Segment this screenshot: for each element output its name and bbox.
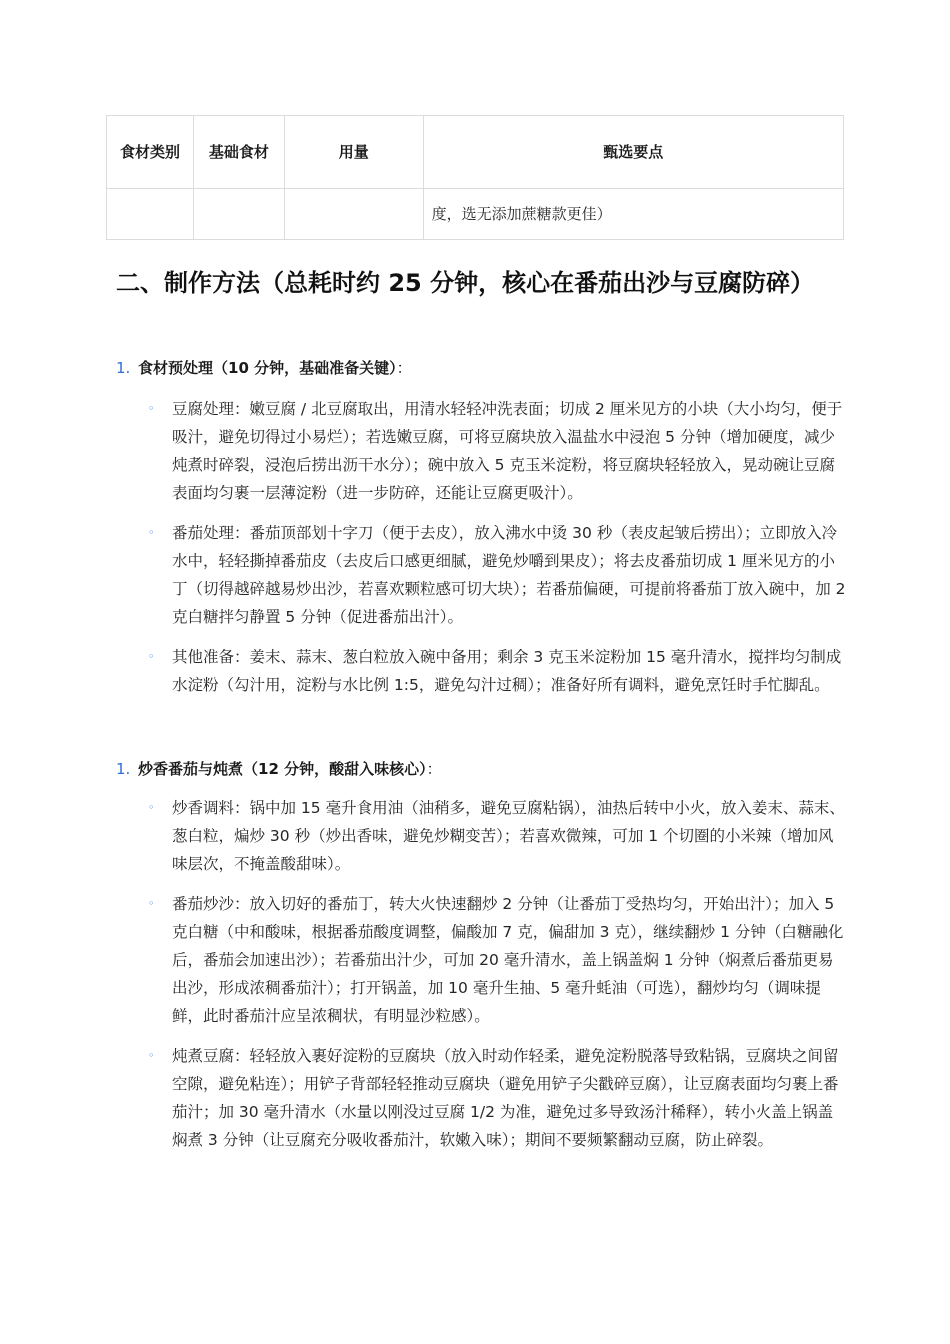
step-number: 1.: [116, 359, 131, 377]
list-item: [116, 1042, 846, 1154]
step-2: [116, 758, 846, 1154]
list-item: [116, 794, 846, 878]
list-item: [116, 643, 846, 699]
table-cell: [107, 189, 194, 240]
table-header-ingredient: 基础食材: [193, 116, 284, 189]
list-item-text: 番茄处理：番茄顶部划十字刀（便于去皮），放入沸水中烫 30 秒（表皮起皱后捞出）；立即放入冷水中，轻轻撕掉番茄皮（去皮后口感更细腻，避免炒嚼到果皮）；将去皮番茄切成 1 厘米见方的小丁（切得越碎越易炒出沙，若喜欢颗粒感可切大块）；若番茄偏硬，可提前将番茄丁放入碗中，加 2 克白糖拌匀静置 5 分钟（促进番茄出汁）。: [172, 524, 846, 626]
ingredients-table: [106, 115, 844, 240]
hollow-bullet-icon: ◦: [148, 650, 155, 663]
step-title-suffix: ：: [426, 760, 442, 778]
step-number: 1.: [116, 760, 131, 778]
step-bullet-list: [116, 395, 846, 699]
step-1: [116, 357, 846, 699]
step-title: 炒香番茄与炖煮（12 分钟，酸甜入味核心）: [138, 760, 427, 778]
hollow-bullet-icon: ◦: [148, 402, 155, 415]
list-item-text: 番茄炒沙：放入切好的番茄丁，转大火快速翻炒 2 分钟（让番茄丁受热均匀，开始出汁）；加入 5 克白糖（中和酸味，根据番茄酸度调整，偏酸加 7 克，偏甜加 3 克），继续翻炒 1 分钟（白糖融化后，番茄会加速出沙）；若番茄出汁少，可加 20 毫升清水，盖上锅盖焖 1 分钟（焖煮后番茄更易出沙，形成浓稠番茄汁）；打开锅盖，加 10 毫升生抽、5 毫升蚝油（可选），翻炒均匀（调味提鲜，此时番茄汁应呈浓稠状，有明显沙粒感）。: [172, 895, 844, 1025]
hollow-bullet-icon: ◦: [148, 1049, 155, 1062]
step-heading: [116, 758, 846, 780]
list-item-text: 豆腐处理：嫩豆腐 / 北豆腐取出，用清水轻轻冲洗表面；切成 2 厘米见方的小块（大小均匀，便于吸汁，避免切得过小易烂）；若选嫩豆腐，可将豆腐块放入温盐水中浸泡 5 分钟（增加硬度，减少炖煮时碎裂，浸泡后捞出沥干水分）；碗中放入 5 克玉米淀粉，将豆腐块轻轻放入，晃动碗让豆腐表面均匀裹一层薄淀粉（进一步防碎，还能让豆腐更吸汁）。: [172, 400, 843, 502]
hollow-bullet-icon: ◦: [148, 801, 155, 814]
hollow-bullet-icon: ◦: [148, 526, 155, 539]
table-cell: 度，选无添加蔗糖款更佳）: [423, 189, 843, 240]
step-bullet-list: [116, 794, 846, 1154]
section-heading: 二、制作方法（总耗时约 25 分钟，核心在番茄出沙与豆腐防碎）: [116, 269, 815, 297]
table-header-selection-tips: 甄选要点: [423, 116, 843, 189]
list-item: [116, 890, 846, 1030]
hollow-bullet-icon: ◦: [148, 897, 155, 910]
table-header-amount: 用量: [284, 116, 423, 189]
list-item-text: 炖煮豆腐：轻轻放入裹好淀粉的豆腐块（放入时动作轻柔，避免淀粉脱落导致粘锅，豆腐块之间留空隙，避免粘连）；用铲子背部轻轻推动豆腐块（避免用铲子尖戳碎豆腐），让豆腐表面均匀裹上番茄汁；加 30 毫升清水（水量以刚没过豆腐 1/2 为准，避免过多导致汤汁稀释），转小火盖上锅盖焖煮 3 分钟（让豆腐充分吸收番茄汁，软嫩入味）；期间不要频繁翻动豆腐，防止碎裂。: [172, 1047, 839, 1149]
list-item: [116, 395, 846, 507]
table-row: [107, 189, 844, 240]
step-heading: [116, 357, 846, 379]
step-title-suffix: ：: [396, 359, 412, 377]
list-item-text: 其他准备：姜末、蒜末、葱白粒放入碗中备用；剩余 3 克玉米淀粉加 15 毫升清水，搅拌均匀制成水淀粉（勾汁用，淀粉与水比例 1:5，避免勾汁过稠）；准备好所有调料，避免烹饪时手忙脚乱。: [172, 648, 842, 694]
table-header-category: 食材类别: [107, 116, 194, 189]
table-cell: [193, 189, 284, 240]
list-item: [116, 519, 846, 631]
list-item-text: 炒香调料：锅中加 15 毫升食用油（油稍多，避免豆腐粘锅），油热后转中小火，放入姜末、蒜末、葱白粒，煸炒 30 秒（炒出香味，避免炒糊变苦）；若喜欢微辣，可加 1 个切圈的小米辣（增加风味层次，不掩盖酸甜味）。: [172, 799, 845, 873]
table-header-row: [107, 116, 844, 189]
table-cell: [284, 189, 423, 240]
step-title: 食材预处理（10 分钟，基础准备关键）: [138, 359, 397, 377]
